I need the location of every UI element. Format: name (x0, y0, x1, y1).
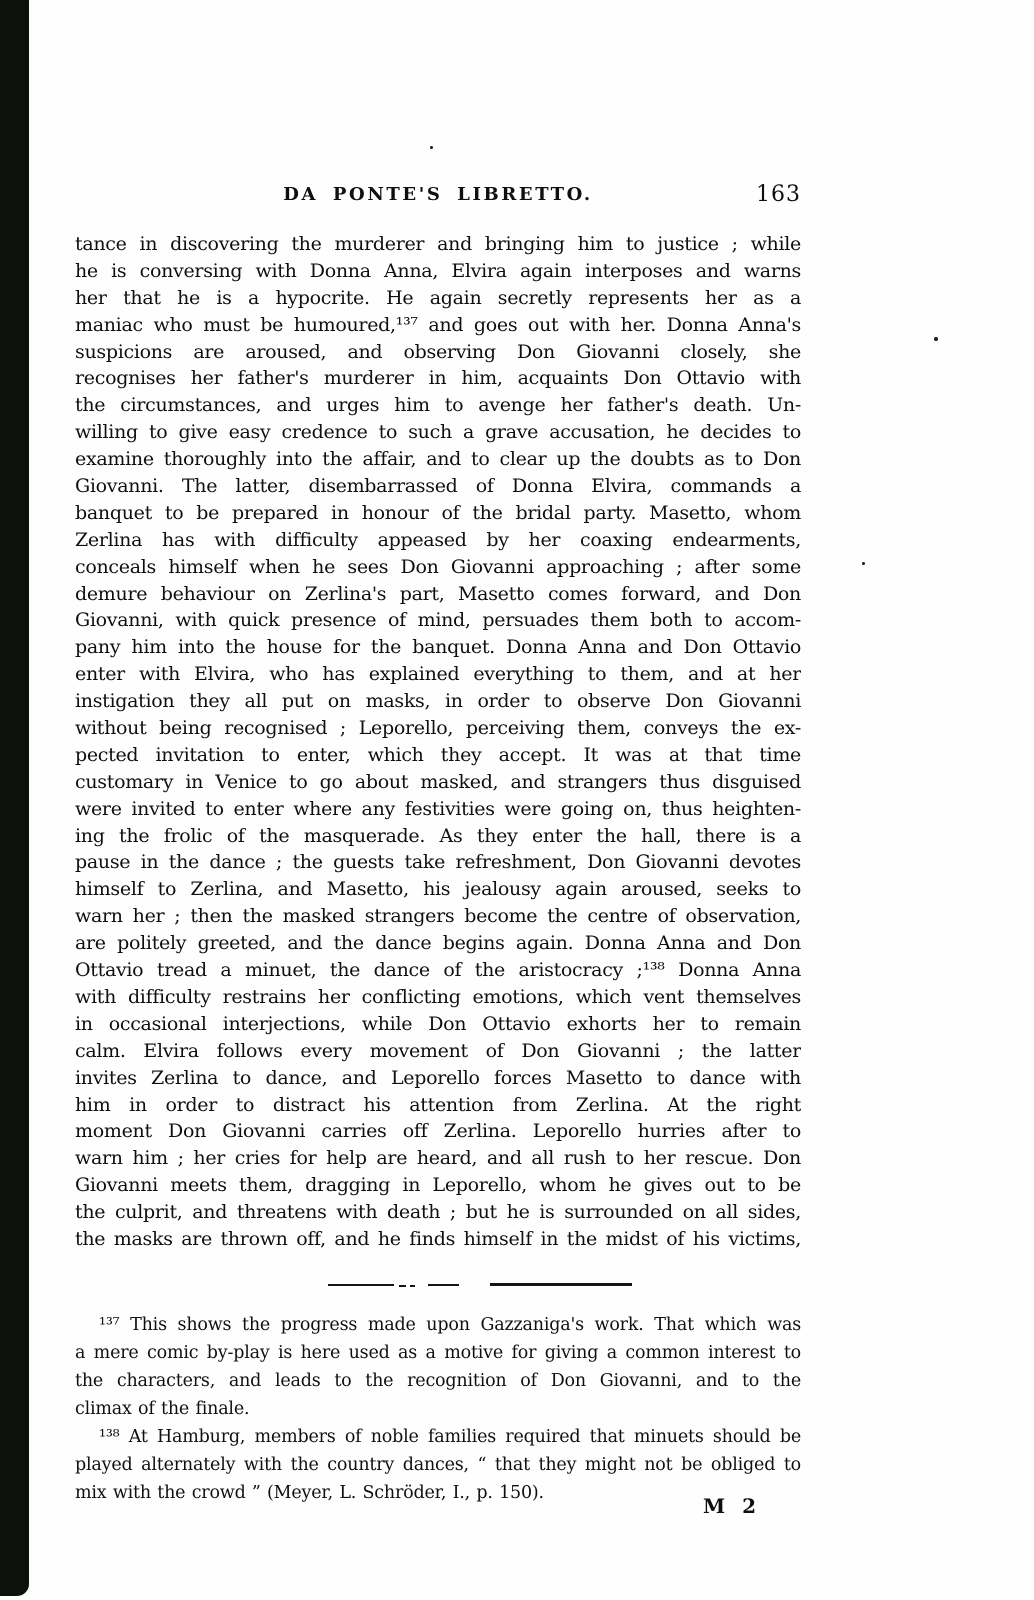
text-line: warn him ; her cries for help are heard, and all rush to her rescue. Don (75, 1147, 801, 1170)
text-line: the circumstances, and urges him to avenge her father's death. Un- (75, 394, 801, 417)
text-line: calm. Elvira follows every movement of Don Giovanni ; the latter (75, 1039, 801, 1062)
text-line: warn her ; then the masked strangers become the centre of observation, (75, 905, 801, 928)
footnote-137 (75, 1311, 801, 1423)
divider-segment (428, 1284, 459, 1286)
text-line: Zerlina has with difficulty appeased by her coaxing endearments, (75, 528, 801, 551)
ink-speck (430, 146, 433, 149)
divider-segment (410, 1285, 415, 1287)
text-line: were invited to enter where any festivities were going on, thus heighten- (75, 797, 801, 820)
running-title: DA PONTE'S LIBRETTO. (283, 184, 593, 205)
page-header (75, 184, 801, 216)
text-line: mix with the crowd ” (Meyer, L. Schröder, I., p. 150). (75, 1483, 544, 1503)
text-line: ing the frolic of the masquerade. As they enter the hall, there is a (75, 824, 801, 847)
text-line: enter with Elvira, who has explained everything to them, and at her (75, 663, 801, 686)
divider-segment (399, 1285, 406, 1287)
text-line: customary in Venice to go about masked, and strangers thus disguised (75, 770, 801, 793)
ink-speck (934, 337, 938, 341)
text-line: ¹³⁷ This shows the progress made upon Gazzaniga's work. That which was (99, 1315, 801, 1335)
text-line: examine thoroughly into the affair, and to clear up the doubts as to Don (75, 448, 801, 471)
text-line: instigation they all put on masks, in order to observe Don Giovanni (75, 690, 801, 713)
text-line: the masks are thrown off, and he finds himself in the midst of his victims, (75, 1227, 801, 1250)
text-line: Giovanni meets them, dragging in Leporello, whom he gives out to be (75, 1174, 801, 1197)
text-line: the culprit, and threatens with death ; but he is surrounded on all sides, (75, 1201, 801, 1224)
text-line: him in order to distract his attention from Zerlina. At the right (75, 1093, 801, 1116)
text-line: maniac who must be humoured,¹³⁷ and goes out with her. Donna Anna's (75, 313, 801, 336)
printer-signature-mark: M 2 (703, 1494, 757, 1518)
text-line: pany him into the house for the banquet. Donna Anna and Don Ottavio (75, 636, 801, 659)
text-line: banquet to be prepared in honour of the bridal party. Masetto, whom (75, 501, 801, 524)
page-number: 163 (756, 182, 801, 207)
text-line: climax of the finale. (75, 1399, 250, 1419)
text-line: willing to give easy credence to such a grave accusation, he decides to (75, 421, 801, 444)
ink-speck (862, 562, 865, 565)
footnote-138 (75, 1423, 801, 1507)
text-line: he is conversing with Donna Anna, Elvira again interposes and warns (75, 259, 801, 282)
divider-segment (490, 1283, 632, 1286)
text-line: pected invitation to enter, which they accept. It was at that time (75, 743, 801, 766)
text-line: ¹³⁸ At Hamburg, members of noble families required that minuets should be (99, 1427, 801, 1447)
text-line: played alternately with the country dances, “ that they might not be obliged to (75, 1455, 801, 1475)
text-line: suspicions are aroused, and observing Don Giovanni closely, she (75, 340, 801, 363)
text-line: the characters, and leads to the recognition of Don Giovanni, and to the (75, 1371, 801, 1391)
text-line: himself to Zerlina, and Masetto, his jealousy again aroused, seeks to (75, 878, 801, 901)
text-line: a mere comic by-play is here used as a motive for giving a common interest to (75, 1343, 801, 1363)
text-line: conceals himself when he sees Don Giovanni approaching ; after some (75, 555, 801, 578)
text-line: without being recognised ; Leporello, perceiving them, conveys the ex- (75, 717, 801, 740)
text-line: in occasional interjections, while Don Ottavio exhorts her to remain (75, 1012, 801, 1035)
text-line: recognises her father's murderer in him, acquaints Don Ottavio with (75, 367, 801, 390)
text-line: with difficulty restrains her conflicting emotions, which vent themselves (75, 985, 801, 1008)
text-line: are politely greeted, and the dance begins again. Donna Anna and Don (75, 932, 801, 955)
divider-segment (328, 1284, 394, 1286)
scan-gutter-shadow (0, 0, 29, 1596)
text-line: Giovanni, with quick presence of mind, persuades them both to accom- (75, 609, 801, 632)
text-line: Giovanni. The latter, disembarrassed of Donna Elvira, commands a (75, 475, 801, 498)
text-line: tance in discovering the murderer and bringing him to justice ; while (75, 233, 801, 255)
text-line: moment Don Giovanni carries off Zerlina. Leporello hurries after to (75, 1120, 801, 1143)
text-line: demure behaviour on Zerlina's part, Masetto comes forward, and Don (75, 582, 801, 605)
text-line: pause in the dance ; the guests take refreshment, Don Giovanni devotes (75, 851, 801, 874)
text-line: Ottavio tread a minuet, the dance of the aristocracy ;¹³⁸ Donna Anna (75, 959, 801, 982)
main-paragraph (75, 231, 801, 1253)
text-line: her that he is a hypocrite. He again secretly represents her as a (75, 286, 801, 309)
text-line: invites Zerlina to dance, and Leporello forces Masetto to dance with (75, 1066, 801, 1089)
